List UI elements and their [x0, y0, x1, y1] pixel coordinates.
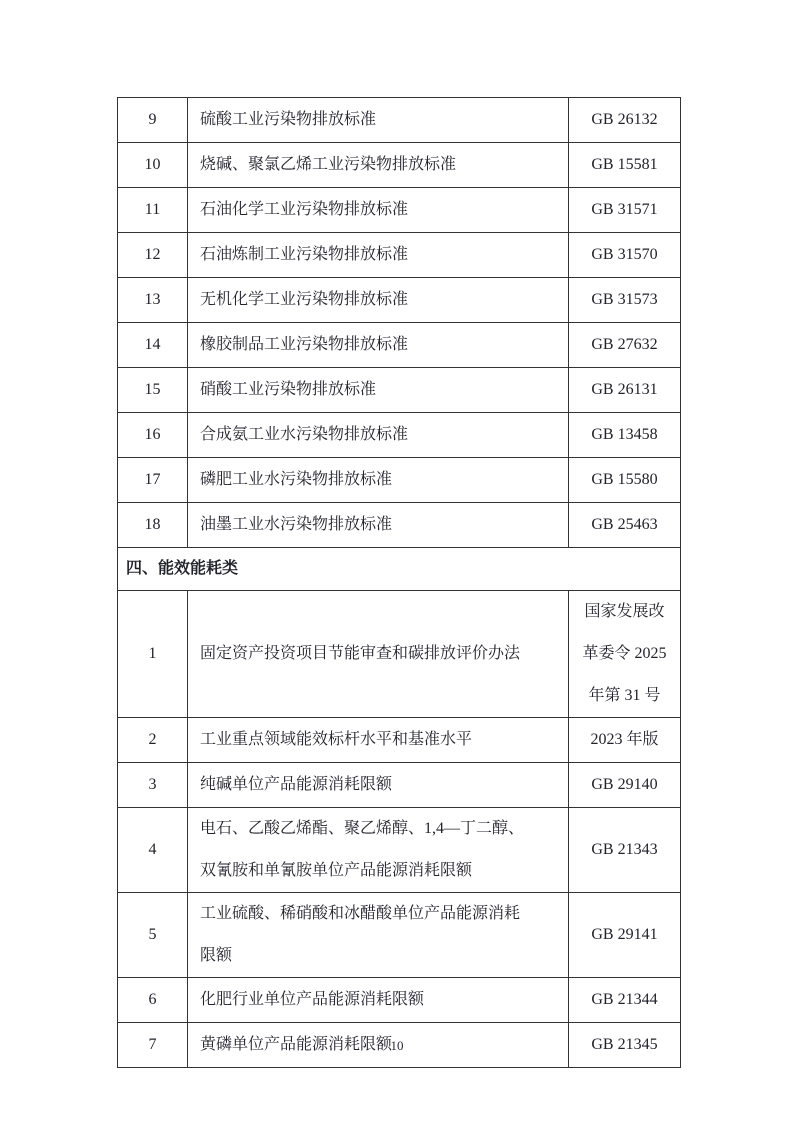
standard-code-cell: GB 21343	[569, 808, 681, 893]
standard-name-cell: 工业重点领域能效标杆水平和基准水平	[188, 718, 569, 763]
standard-name-cell: 石油炼制工业污染物排放标准	[188, 233, 569, 278]
row-number-cell: 18	[118, 503, 188, 548]
standard-name-cell: 固定资产投资项目节能审查和碳排放评价办法	[188, 591, 569, 718]
standard-code-cell: GB 15581	[569, 143, 681, 188]
row-number-cell: 16	[118, 413, 188, 458]
standard-code-cell: GB 13458	[569, 413, 681, 458]
table-row	[118, 233, 681, 278]
standards-table	[117, 97, 681, 1068]
standard-code-cell: GB 26132	[569, 98, 681, 143]
pollution-standards-section	[118, 98, 681, 548]
row-number-cell: 13	[118, 278, 188, 323]
energy-standards-section	[118, 591, 681, 1068]
standard-name-cell: 电石、乙酸乙烯酯、聚乙烯醇、1,4—丁二醇、 双氰胺和单氰胺单位产品能源消耗限额	[188, 808, 569, 893]
table-row	[118, 808, 681, 893]
standard-name-cell: 硫酸工业污染物排放标准	[188, 98, 569, 143]
table-row	[118, 98, 681, 143]
standard-name-cell: 无机化学工业污染物排放标准	[188, 278, 569, 323]
table-row	[118, 323, 681, 368]
table-row	[118, 591, 681, 718]
standard-name-cell: 纯碱单位产品能源消耗限额	[188, 763, 569, 808]
standard-code-cell: 国家发展改 革委令 2025 年第 31 号	[569, 591, 681, 718]
standard-code-cell: GB 31573	[569, 278, 681, 323]
standard-code-cell: GB 15580	[569, 458, 681, 503]
row-number-cell: 3	[118, 763, 188, 808]
table-row	[118, 458, 681, 503]
standard-name-cell: 硝酸工业污染物排放标准	[188, 368, 569, 413]
standard-name-cell: 油墨工业水污染物排放标准	[188, 503, 569, 548]
row-number-cell: 2	[118, 718, 188, 763]
row-number-cell: 11	[118, 188, 188, 233]
table-row	[118, 368, 681, 413]
row-number-cell: 6	[118, 978, 188, 1023]
table-row	[118, 143, 681, 188]
standard-code-cell: GB 27632	[569, 323, 681, 368]
standard-name-cell: 黄磷单位产品能源消耗限额	[188, 1023, 569, 1068]
table-row	[118, 413, 681, 458]
row-number-cell: 15	[118, 368, 188, 413]
section-header-row-group	[118, 548, 681, 591]
row-number-cell: 14	[118, 323, 188, 368]
table-row	[118, 278, 681, 323]
standard-name-cell: 化肥行业单位产品能源消耗限额	[188, 978, 569, 1023]
table-row	[118, 763, 681, 808]
row-number-cell: 9	[118, 98, 188, 143]
standard-name-cell: 烧碱、聚氯乙烯工业污染物排放标准	[188, 143, 569, 188]
table-row	[118, 718, 681, 763]
table-row	[118, 503, 681, 548]
row-number-cell: 10	[118, 143, 188, 188]
standard-code-cell: GB 29140	[569, 763, 681, 808]
standard-name-cell: 石油化学工业污染物排放标准	[188, 188, 569, 233]
standard-code-cell: GB 29141	[569, 893, 681, 978]
section-header-row	[118, 548, 681, 591]
standard-code-cell: GB 26131	[569, 368, 681, 413]
row-number-cell: 17	[118, 458, 188, 503]
standard-code-cell: GB 21345	[569, 1023, 681, 1068]
standard-name-cell: 合成氨工业水污染物排放标准	[188, 413, 569, 458]
standard-code-cell: GB 25463	[569, 503, 681, 548]
table-row	[118, 978, 681, 1023]
page-number: 10	[390, 1038, 404, 1053]
row-number-cell: 5	[118, 893, 188, 978]
row-number-cell: 1	[118, 591, 188, 718]
table-row	[118, 893, 681, 978]
standard-code-cell: GB 21344	[569, 978, 681, 1023]
standard-name-cell: 磷肥工业水污染物排放标准	[188, 458, 569, 503]
standard-code-cell: GB 31570	[569, 233, 681, 278]
standard-code-cell: 2023 年版	[569, 718, 681, 763]
standard-code-cell: GB 31571	[569, 188, 681, 233]
row-number-cell: 12	[118, 233, 188, 278]
row-number-cell: 4	[118, 808, 188, 893]
standard-name-cell: 橡胶制品工业污染物排放标准	[188, 323, 569, 368]
section-header-title: 四、能效能耗类	[118, 548, 681, 591]
standard-name-cell: 工业硫酸、稀硝酸和冰醋酸单位产品能源消耗 限额	[188, 893, 569, 978]
row-number-cell: 7	[118, 1023, 188, 1068]
table-row	[118, 188, 681, 233]
